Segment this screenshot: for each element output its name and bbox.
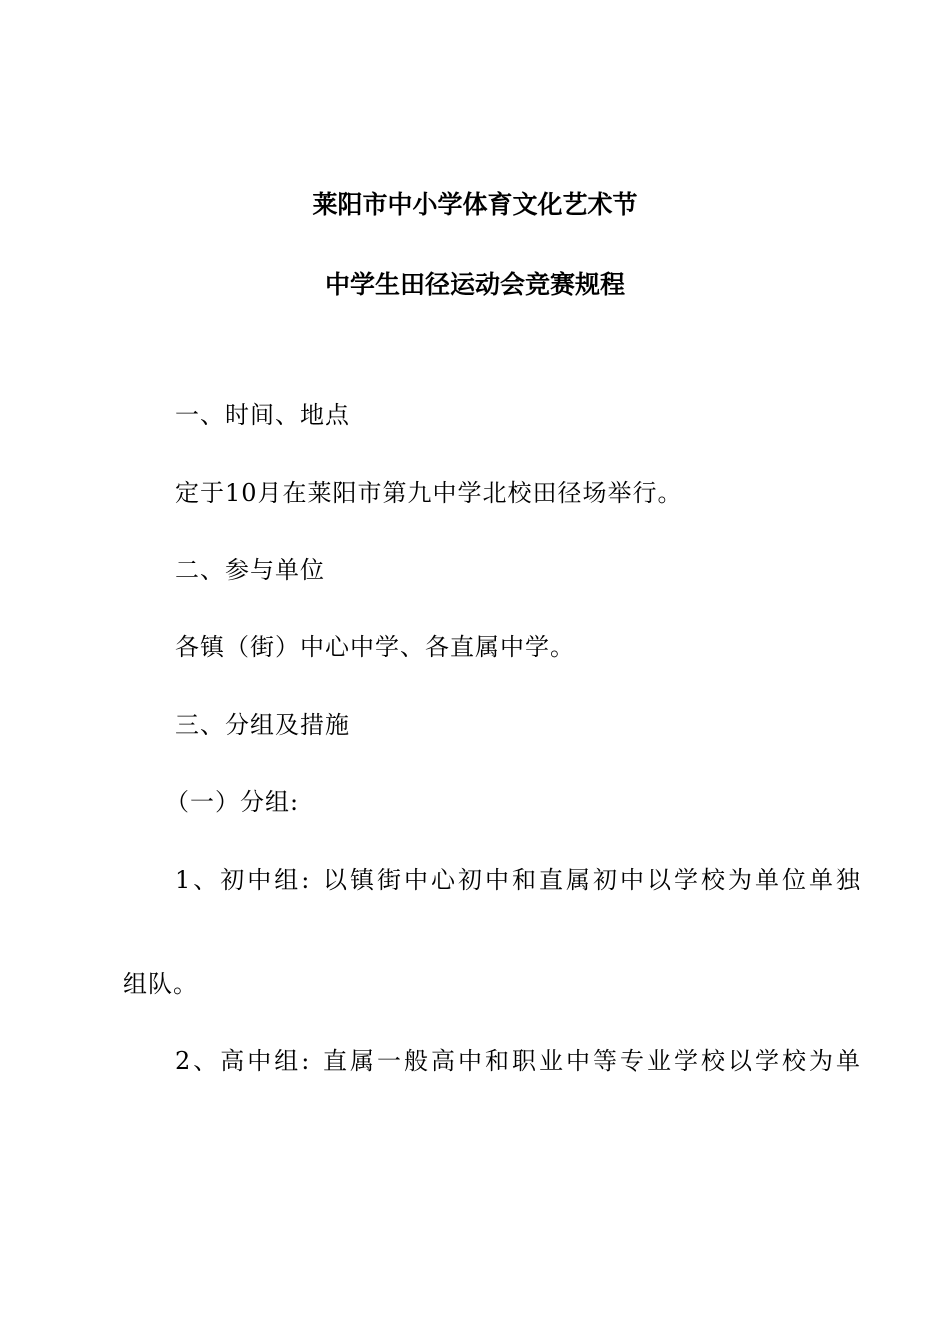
document-title-line1: 莱阳市中小学体育文化艺术节 (312, 190, 638, 219)
paragraph-junior-group: 1、初中组: 以镇街中心初中和直属初中以学校为单位单独 (175, 866, 863, 894)
paragraph-senior-group: 2、高中组: 直属一般高中和职业中等专业学校以学校为单 (175, 1047, 863, 1075)
subsection-heading-grouping: （一）分组: (165, 788, 300, 816)
section-heading-grouping: 三、分组及措施 (175, 711, 350, 739)
document-title-line2: 中学生田径运动会竞赛规程 (324, 270, 625, 299)
section-heading-participants: 二、参与单位 (175, 556, 325, 584)
paragraph-participants: 各镇（街）中心中学、各直属中学。 (175, 633, 575, 661)
paragraph-time-place: 定于10月在莱阳市第九中学北校田径场举行。 (175, 479, 683, 507)
section-heading-time-place: 一、时间、地点 (175, 401, 350, 429)
paragraph-junior-group-continued: 组队。 (123, 970, 198, 998)
